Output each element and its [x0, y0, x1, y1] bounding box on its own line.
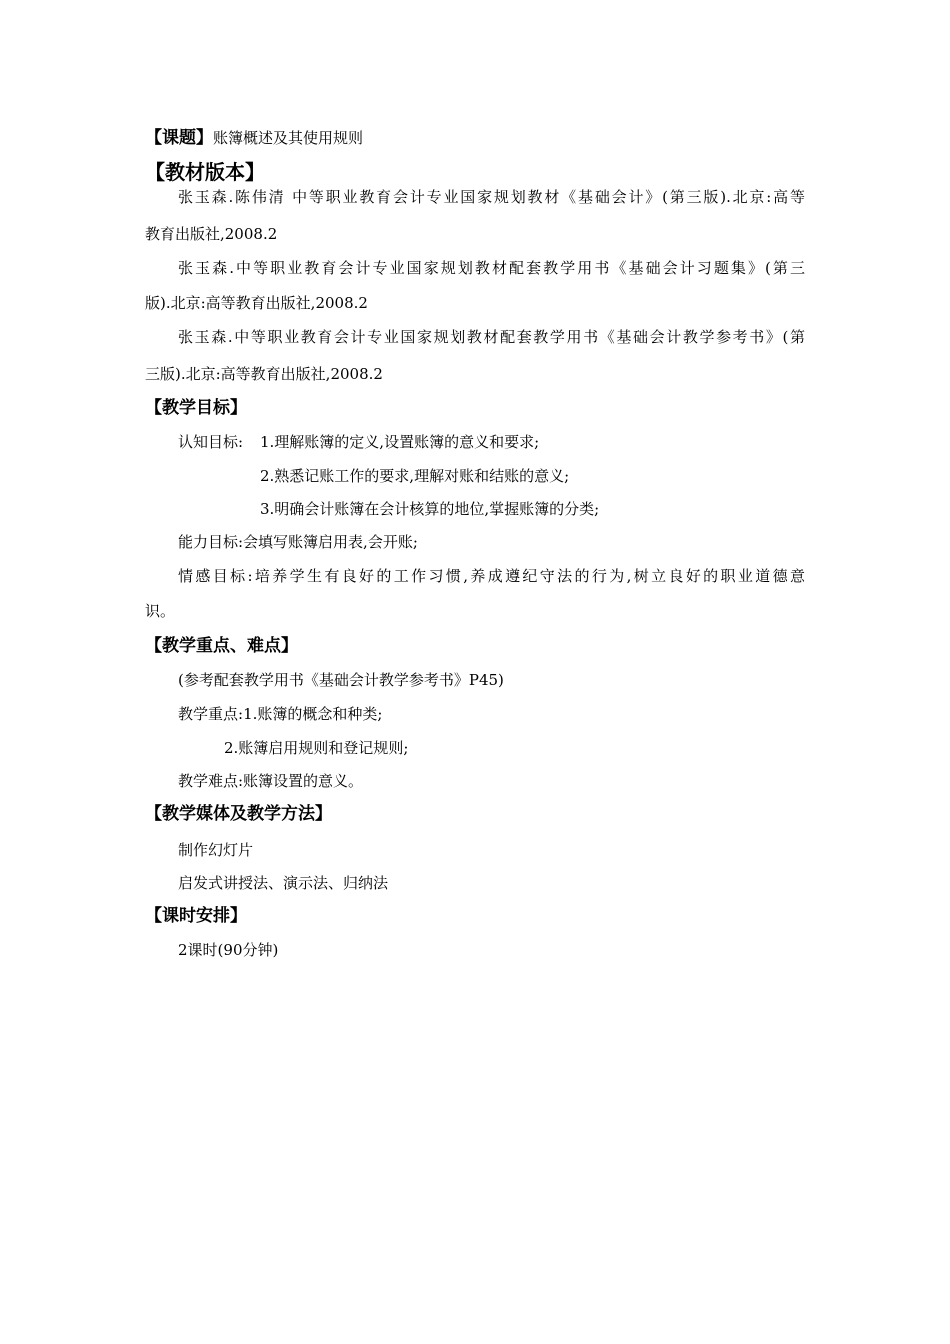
- media-item-2: 启发式讲授法、演示法、归纳法: [178, 874, 389, 892]
- key-label: 教学重点:: [178, 705, 244, 723]
- objectives-heading: 【教学目标】: [145, 398, 247, 418]
- cognitive-label: 认知目标:: [178, 433, 244, 451]
- media-heading: 【教学媒体及教学方法】: [145, 804, 332, 824]
- textbook-heading: 【教材版本】: [145, 160, 265, 184]
- key-points-line: [178, 704, 382, 724]
- textbook-ref-1-line1: 张玉森.陈伟清 中等职业教育会计专业国家规划教材《基础会计》(第三版).北京:高等: [178, 188, 805, 206]
- schedule-heading: 【课时安排】: [145, 906, 247, 926]
- difficulty-line: 教学难点:账簿设置的意义。: [178, 772, 364, 790]
- textbook-ref-3-line2: 三版).北京:高等教育出版社,2008.2: [145, 365, 383, 383]
- textbook-ref-2-line1: 张玉森.中等职业教育会计专业国家规划教材配套教学用书《基础会计习题集》(第三: [178, 259, 805, 277]
- emotion-objective-line2: 识。: [145, 602, 176, 620]
- topic-line: [145, 128, 363, 148]
- key-item-2: 2.账簿启用规则和登记规则;: [224, 739, 409, 757]
- key-item-1: 1.账簿的概念和种类;: [243, 705, 383, 723]
- emotion-objective-line1: 情感目标:培养学生有良好的工作习惯,养成遵纪守法的行为,树立良好的职业道德意: [178, 567, 805, 585]
- textbook-ref-1-line2: 教育出版社,2008.2: [145, 225, 278, 243]
- topic-text: 账簿概述及其使用规则: [213, 129, 364, 147]
- media-item-1: 制作幻灯片: [178, 841, 254, 859]
- textbook-ref-3-line1: 张玉森.中等职业教育会计专业国家规划教材配套教学用书《基础会计教学参考书》(第: [178, 328, 805, 346]
- cognitive-item-1: 1.理解账簿的定义,设置账簿的意义和要求;: [260, 433, 540, 451]
- key-points-heading: 【教学重点、难点】: [145, 636, 298, 656]
- textbook-ref-2-line2: 版).北京:高等教育出版社,2008.2: [145, 294, 368, 312]
- key-points-reference: (参考配套教学用书《基础会计教学参考书》P45): [178, 671, 504, 689]
- schedule-text: 2课时(90分钟): [178, 941, 279, 959]
- topic-heading: 【课题】: [145, 128, 213, 148]
- ability-objective: 能力目标:会填写账簿启用表,会开账;: [178, 533, 418, 551]
- cognitive-item-2: 2.熟悉记账工作的要求,理解对账和结账的意义;: [260, 467, 570, 485]
- cognitive-item-3: 3.明确会计账簿在会计核算的地位,掌握账簿的分类;: [260, 500, 600, 518]
